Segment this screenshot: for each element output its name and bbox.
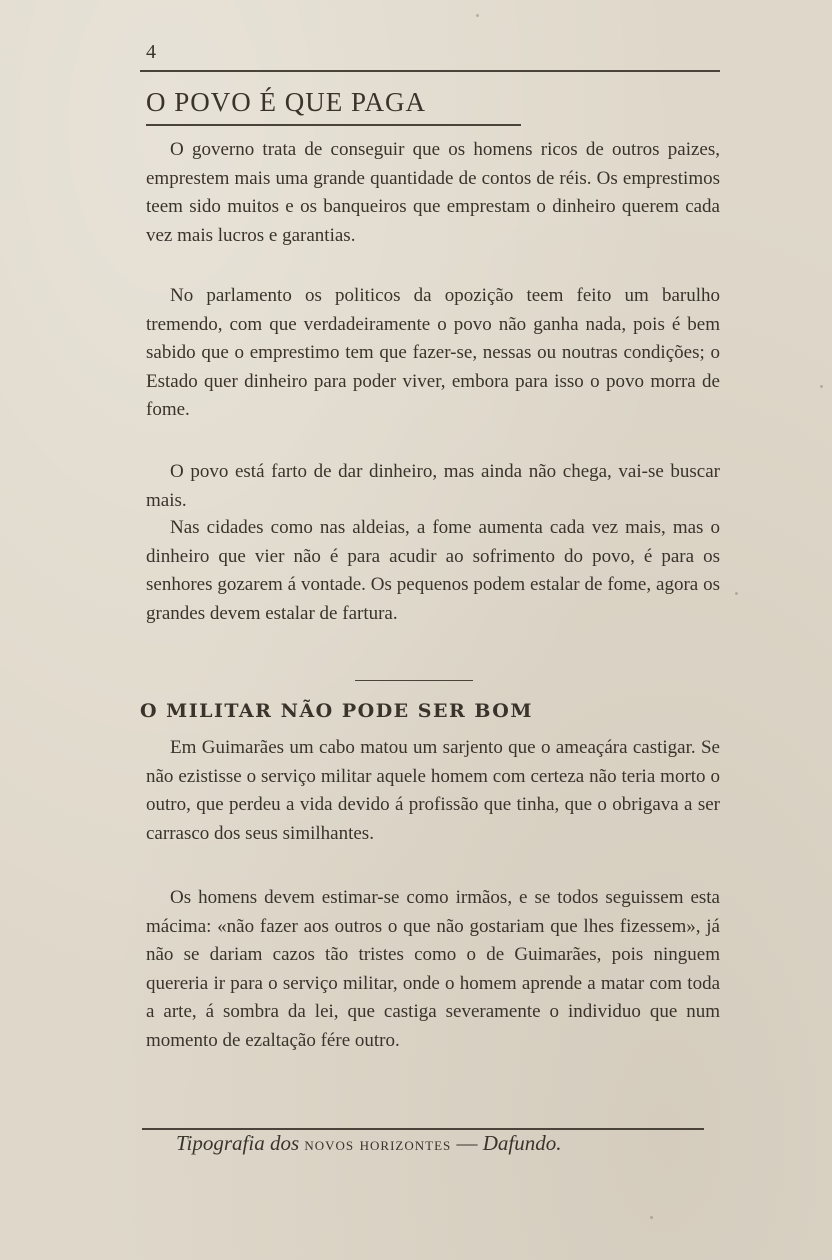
- header-rule: [140, 70, 720, 72]
- article-1-paragraph-1: O governo trata de conseguir que os homens ricos de outros paizes, emprestem mais uma grande quantidade de contos de réis. Os emprestimos teem sido muitos e os banqueiros que emprestam o dinheiro querem cada vez mais lucros e garantias.: [146, 139, 720, 246]
- paper-speck: [476, 14, 479, 17]
- article-1-title: O POVO É QUE PAGA: [146, 87, 427, 117]
- imprint-place: Dafundo.: [482, 1131, 562, 1155]
- printer-imprint: [176, 1128, 562, 1160]
- imprint-press-name: novos horizontes: [304, 1134, 452, 1154]
- article-2-paragraph-1: Em Guimarães um cabo matou um sarjento que o ameaçára castigar. Se não ezistisse o serviço militar aquele homem com certeza não teria morto o outro, que perdeu a vida devido á profissão que tinha, que o obrigava a ser carrasco dos seus similhantes.: [146, 737, 720, 844]
- article-1-title-underline: [146, 124, 521, 126]
- imprint-prefix: Tipografia dos: [176, 1131, 300, 1155]
- imprint-separator: —: [456, 1131, 478, 1155]
- article-1-paragraph-4: Nas cidades como nas aldeias, a fome aumenta cada vez mais, mas o dinheiro que vier não é para acudir ao sofrimento do povo, é para os senhores gozarem á vontade. Os pequenos podem estalar de fome, agora os grandes devem estalar de fartura.: [146, 517, 720, 624]
- article-1-paragraph-3: O povo está farto de dar dinheiro, mas ainda não chega, vai-se buscar mais.: [146, 461, 720, 511]
- article-2-paragraph-2: Os homens devem estimar-se como irmãos, e se todos seguissem esta mácima: «não fazer aos outros o que não gostariam que lhes fizessem», já não se dariam cazos tão tristes como o de Guimarães, pois ninguem quereria ir para o serviço militar, onde o homem aprende a matar com toda a arte, á sombra da lei, que castiga severamente o individuo que num momento de ezaltação fére outro.: [146, 887, 720, 1051]
- paper-speck: [735, 592, 738, 595]
- paper-speck: [650, 1216, 653, 1219]
- page-number: 4: [146, 41, 156, 63]
- section-divider: [355, 680, 473, 681]
- paper-speck: [820, 385, 823, 388]
- article-1-paragraph-2: No parlamento os politicos da opozição teem feito um barulho tremendo, com que verdadeiramente o povo não ganha nada, pois é bem sabido que o emprestimo tem que fazer-se, nessas ou noutras condições; o Estado quer dinheiro para poder viver, embora para isso o povo morra de fome.: [146, 285, 720, 420]
- article-2-title: O MILITAR NÃO PODE SER BOM: [140, 700, 533, 722]
